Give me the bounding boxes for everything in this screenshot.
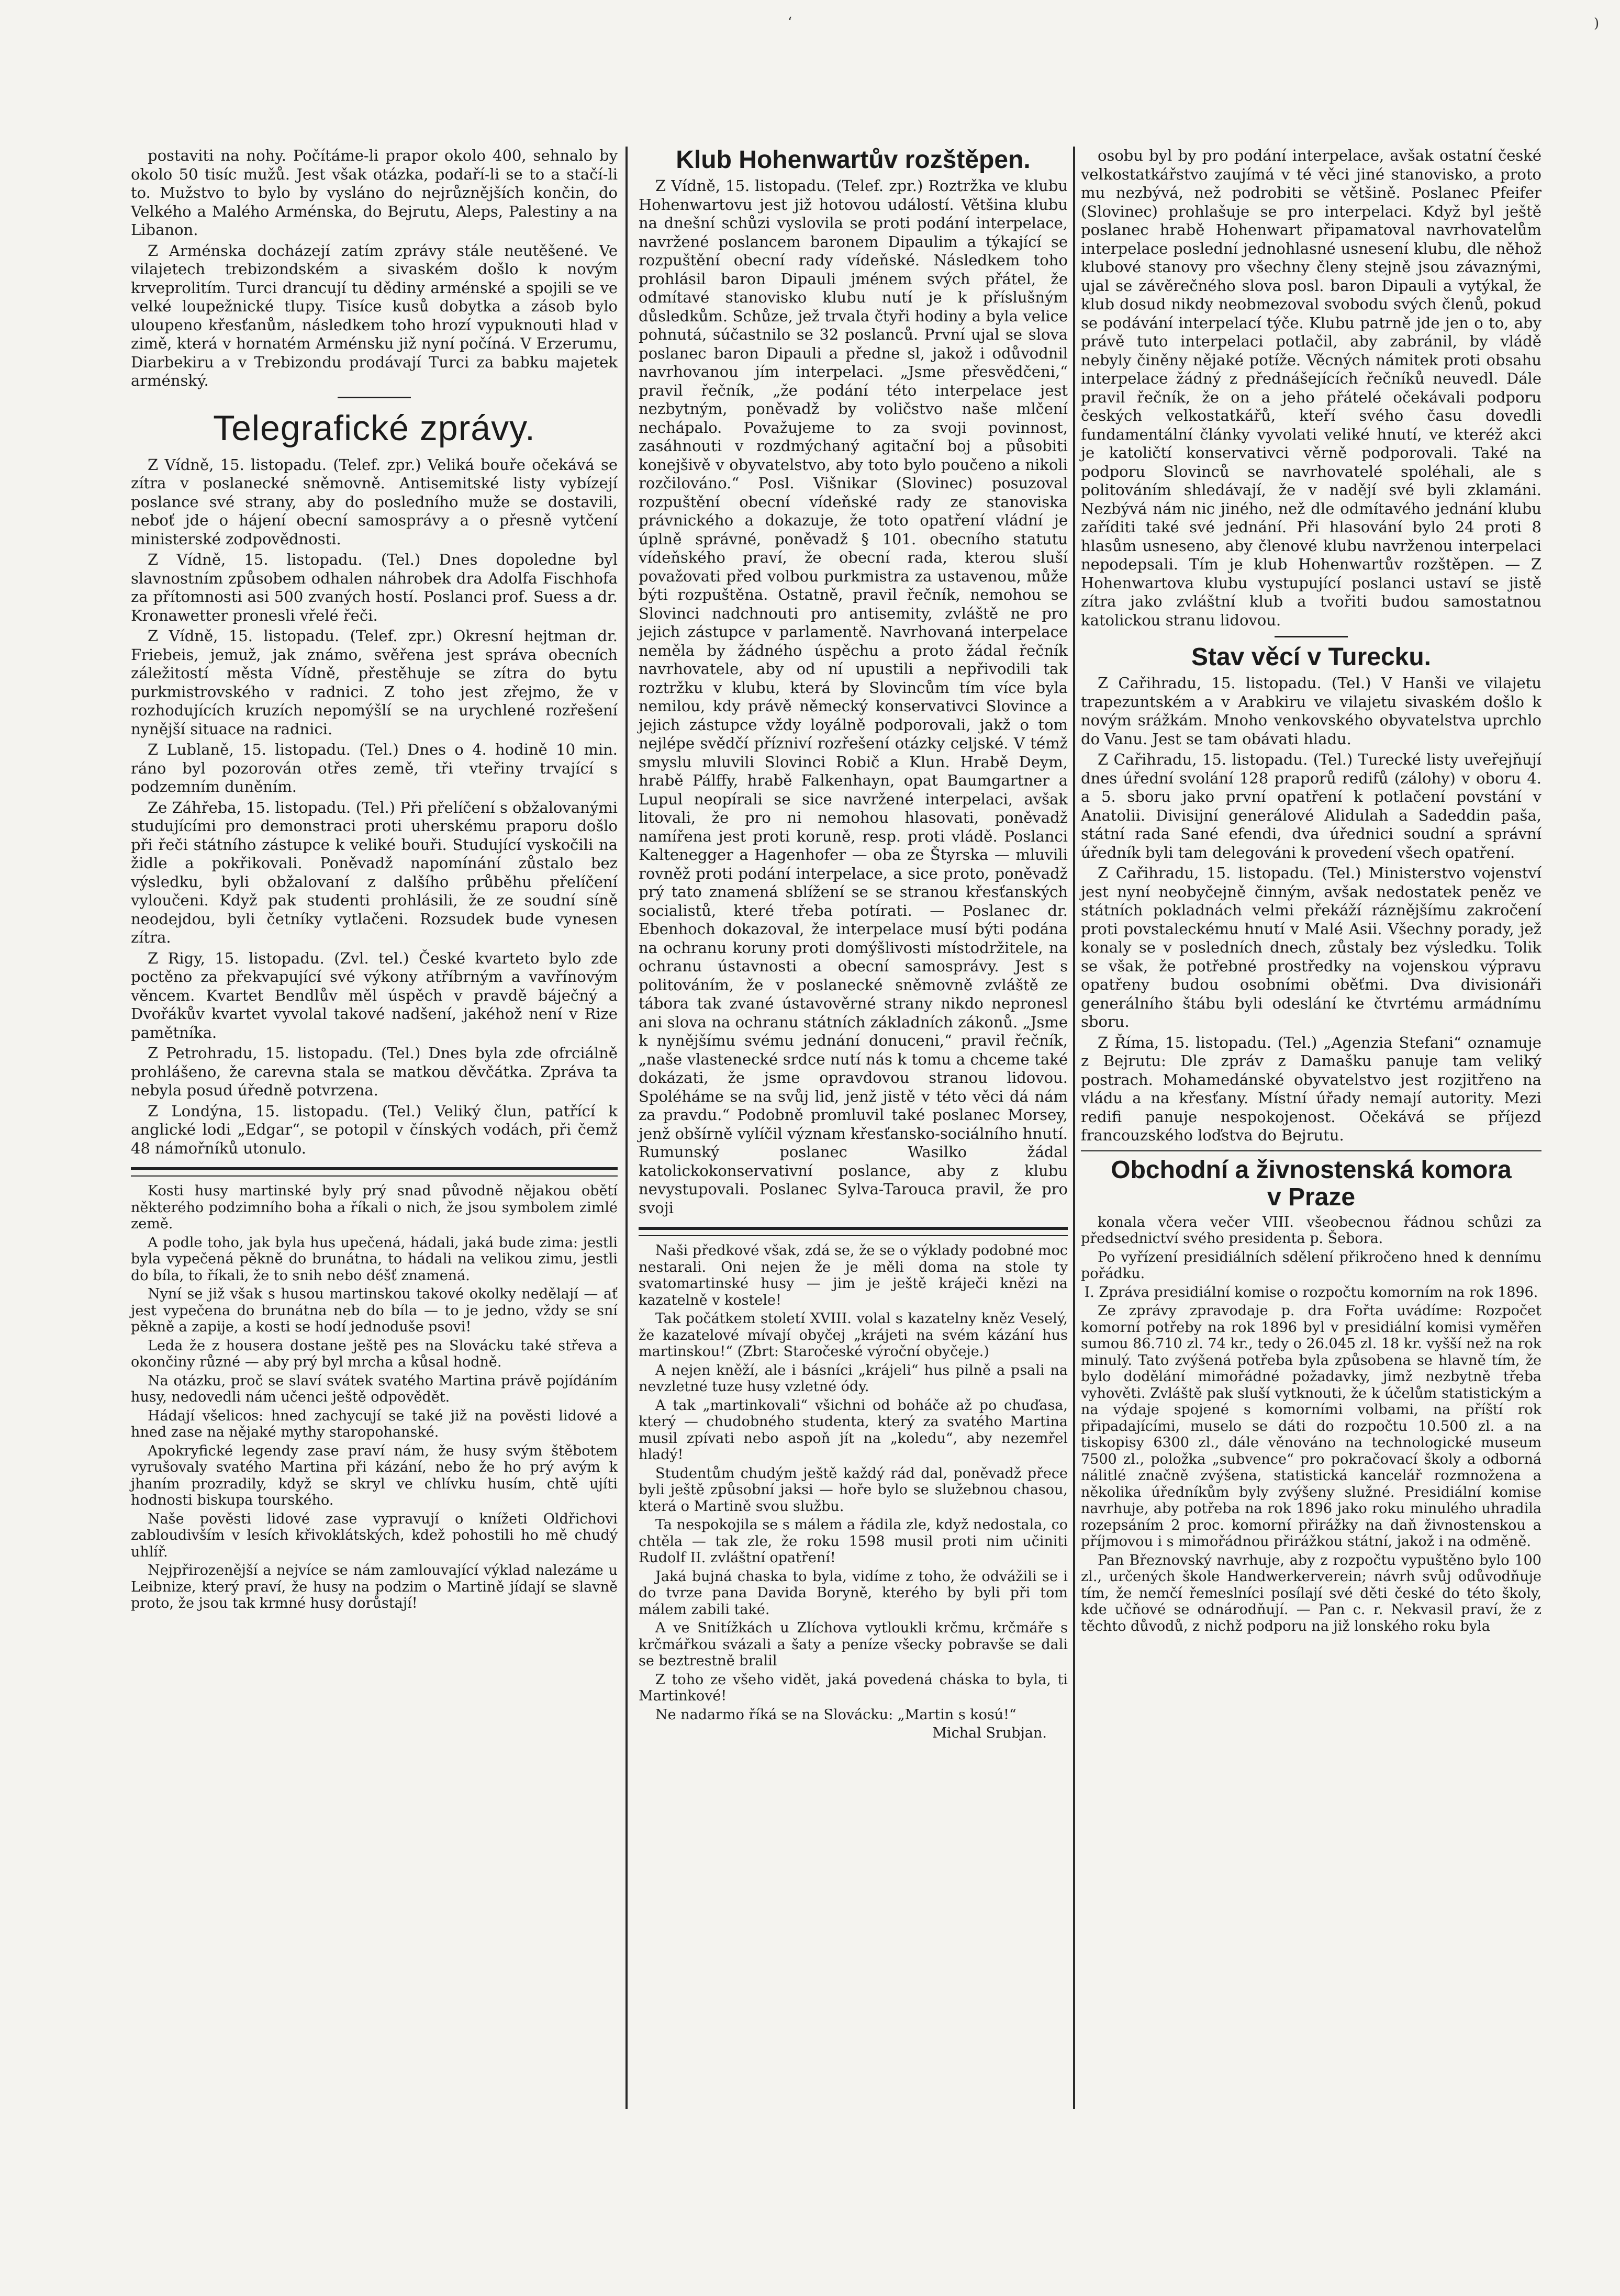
column-2 <box>639 147 1068 1744</box>
paragraph: postaviti na nohy. Počítáme-li prapor okolo 400, sehnalo by okolo 50 tisíc mužů. Jest však otázka, podaří-li se to a stačí-li to. Mužstvo to bylo by vysláno do nejrůznějších končin, do Velkého a Malého Arménska, do Bejrutu, Aleps, Palestiny a na Libanon. <box>131 147 618 239</box>
news-item: Z Rigy, 15. listopadu. (Zvl. tel.) České kvarteto bylo zde poctěno za překvapující své výkony atříbrným a vavřínovým věncem. Kvartet Bendlův měl úspěch v pravdě báječný a Dvořákův kvartet vyvolal takové nadšení, jakéhož není v Rize pamětníka. <box>131 949 618 1041</box>
paragraph: Z Arménska docházejí zatím zprávy stále neutěšené. Ve vilajetech trebizondském a sivaském došlo k novým krveprolitím. Turci drancují tu dědiny arménské a spojili se ve velké loupežnické tlupy. Tisíce kusů dobytka a zásob bylo uloupeno křesťanům, následkem toho hrozí vypuknouti hlad v zimě, která v hornatém Arménsku již nyní počíná. V Erzerumu, Diarbekiru a v Trebizondu prodávají Turci za babku majetek arménský. <box>131 241 618 389</box>
feuilleton-paragraph: Na otázku, proč se slaví svátek svatého Martina právě pojídáním husy, nedovedli nám učenci ještě odpovědět. <box>131 1372 618 1405</box>
chamber-heading-line2: v Praze <box>1267 1183 1356 1211</box>
feuilleton-paragraph: Ne nadarmo říká se na Slovácku: „Martin s kosú!“ <box>655 1706 1016 1723</box>
chamber-section <box>1081 1214 1541 1635</box>
author-signature: Michal Srubjan. <box>932 1725 1047 1741</box>
feuilleton-paragraph: A nejen kněží, ale i básníci „krájeli“ hus pilně a psali na nevzletné tuze husy vzletné ódy. <box>639 1362 1068 1395</box>
feuilleton-paragraph: Ta nespokojila se s málem a řádila zle, když nedostala, co chtěla — tak zle, že roku 1598 musil proti nim učiniti Rudolf II. zvláštní opatření! <box>639 1517 1068 1566</box>
feuilleton-paragraph: Z toho ze všeho vidět, jaká povedená cháska to byla, ti Martinkové! <box>639 1671 1068 1704</box>
paragraph: osobu byl by pro podání interpelace, avšak ostatní české velkostatkářstvo zaujímá v té věci jiné stanovisko, a proto mu nezbývá, než podrobiti se většině. Poslanec Pfeifer (Slovinec) prohlašuje se pro interpelaci. Když byl ještě poslanec hrabě Hohenwart připamatoval navrhovatelům interpelace poslední jednohlasné usnesení klubu, dle něhož klubové stanovy pro všechny členy stejně jsou závaznými, ujal se závěrečného slova posl. baron Dipauli a vytýkal, že klub dosud nikdy neobmezoval svobodu svých členů, pokud se podávání interpelací týče. Klubu patrně jde jen o to, aby právě tuto interpelaci potlačil, aby zabránil, by vládě nebyly činěny nějaké potíže. Věcných námitek proti obsahu interpelace žádný z přednášejících řečníků neuvedl. Dále pravil řečník, že on a jeho přátelé očekávali podporu českých velkostatkářů, kteří svého času dovedli fundamentální články vyvolati veliké hnutí, ve kteréž akci je katoličtí konservativci věrně podporovali. Také na podporu Slovinců se navrhovatelé spoléhali, ale s politováním shledávají, že v nadějí své byli zklamáni. Nezbývá nám nic jiného, než dle odmítavého jednání klubu zaříditi také své jednání. Při hlasování bylo 24 proti 8 hlasům usneseno, aby členové klubu navrženou interpelaci nepodepsali. Tím je klub Hohenwartův rozštěpen. — Z Hohenwartova klubu vystupující poslanci ustaví se jistě zítra jako zvláštní klub a tvořiti budou samostatnou katolickou stranu lidovou. <box>1081 147 1541 629</box>
club-section <box>639 177 1068 1217</box>
feuilleton-continued <box>639 1242 1068 1742</box>
feuilleton-paragraph: A tak „martinkovali“ všichni od boháče až po chuďasa, který — chudobného studenta, který za svatého Martina musil zpívati nebo aspoň jít na „koledu“, aby nezemřel hladý! <box>639 1397 1068 1463</box>
divider <box>338 397 411 398</box>
paragraph: I. Zpráva presidiální komise o rozpočtu komorním na rok 1896. <box>1084 1284 1538 1301</box>
feuilleton-paragraph: Naši předkové však, zdá se, že se o výklady podobné moc nestarali. Oni nejen že je měli doma na stole ty svatomartinské husy — jim je ještě kráječi knězi na kazatelně v kostele! <box>639 1242 1068 1308</box>
news-item: Z Říma, 15. listopadu. (Tel.) „Agenzia Stefani“ oznamuje z Bejrutu: Dle zpráv z Damašku panuje tam veliký postrach. Mohamedánské obyvatelstvo jest rozjitřeno na vládu a na křesťany. Místní úřady nemají autority. Mezi redifi panuje nespokojenost. Očekává se příjezd francouzského loďstva do Bejrutu. <box>1081 1033 1541 1144</box>
telegraph-section <box>131 456 618 1158</box>
paragraph: Po vyřízení presidiálních sdělení přikročeno hned k dennímu pořádku. <box>1081 1249 1541 1282</box>
feuilleton-paragraph: Apokryfické legendy zase praví nám, že husy svým štěbotem vyrušovaly svatého Martina při kázání, nebo že ho prý avým k jhaním prozradily, když se skryl ve chlívku husím, chtě ujíti hodnosti biskupa tourského. <box>131 1442 618 1508</box>
news-item: Z Vídně, 15. listopadu. (Telef. zpr.) Veliká bouře očekává se zítra v poslanecké sněmovně. Antisemitské listy vybízejí poslance své strany, aby do posledního muže se dostavili, neboť jde o hájení obecní samosprávy a o přesně vytčení ministerské zodpovědnosti. <box>131 455 618 548</box>
column-rule-right <box>1073 147 1075 2109</box>
feuilleton-paragraph: A podle toho, jak byla hus upečená, hádali, jaká bude zima: jestli byla vypečená pěkně do brunátna, to hádali na velikou zimu, jestli do bíla, to říkali, že to snih nebo déšť znamená. <box>131 1234 618 1284</box>
page-mark-top: ‘ <box>788 15 792 30</box>
armenia-section <box>131 147 618 390</box>
news-item: Z Petrohradu, 15. listopadu. (Tel.) Dnes byla zde ofrciálně prohlášeno, že carevna stala se matkou děvčátka. Zpráva ta nebyla posud úředně potvrzena. <box>131 1044 618 1099</box>
club-continued <box>1081 147 1541 630</box>
news-item: Z Cařihradu, 15. listopadu. (Tel.) Ministerstvo vojenství jest nyní neobyčejně činným, avšak nedostatek peněz ve státních pokladnách velmi překáží ráznějšímu zakročení proti povstaleckému hnutí v Malé Asii. Všechny porady, jež konaly se v posledních dnech, zůstaly bez výsledku. Tolik se však, že potřebné prostředky na vojenskou výpravu opatřeny budou osobními oběťmi. Dva divisionáři generálního štábu byli odeslání ke čtvrtému armádnímu sboru. <box>1081 864 1541 1031</box>
news-item: Z Londýna, 15. listopadu. (Tel.) Veliký člun, patřící k anglické lodi „Edgar“, se potopil v čínských vodách, při čemž 48 námořníků utonulo. <box>131 1102 618 1157</box>
column-1 <box>131 147 618 1614</box>
feuilleton-paragraph: Nyní se již však s husou martinskou takové okolky nedělají — ať jest vypečena do brunátna neb do bíla — to je jedno, vždy se sní pěkně a zapije, a kosti se hodí jednoduše psovi! <box>131 1286 618 1335</box>
feuilleton-paragraph: Naše pověsti lidové zase vypravují o knížeti Oldřichovi zabloudivším v lesích křivoklátských, kdež pohostili ho mě chudý uhlíř. <box>131 1510 618 1560</box>
column-3 <box>1081 147 1541 1637</box>
paragraph: Pan Březnovský navrhuje, aby z rozpočtu vypuštěno bylo 100 zl., určených škole Handwerkerverein; návrh svůj odůvodňuje tím, že nemčí řemeslníci posílají své děti české do této školy, kde učňové se odnárodňují. — Pan c. r. Nekvasil praví, že z těchto důvodů, z nichž podporu na již lonského roku byla <box>1081 1552 1541 1634</box>
news-item: Z Cařihradu, 15. listopadu. (Tel.) Turecké listy uveřejňují dnes úřední svolání 128 praporů redifů (zálohy) v oboru 4. a 5. sboru jako první opatření k potlačení povstání v Anatolii. Divisijní generálové Alidulah a Sadeddin paša, státní rada Sané efendi, dva úřednici soudní a správní úředník byli tam delegováni k provedení všech opatření. <box>1081 751 1541 861</box>
paragraph: Ze zprávy zpravodaje p. dra Fořta uvádíme: Rozpočet komorní potřeby na rok 1896 byl v presidiální komisi vyměřen sumou 86.710 zl. 74 kr., tedy o 26.045 zl. 18 kr. vyšší než na rok minulý. Tato zvýšená potřeba byla způsobena se hlavně tím, že bylo dodělání mimořádné požadavky, jimž nezbytně třeba vyhověti. Zvláště pak sluší vytknouti, že k účelům statistickým a na výdaje spojené s komorními volbami, na příští rok připadajícími, muselo se dáti do rozpočtu 10.500 zl. a na tiskopisy 6300 zl., dále věnováno na technologické museum 7500 zl., položka „subvence“ pro pokračovací školy a odborná nálitlé značně zvýšena, statistická kancelář rozmnožena a několika úředníkům byly zvýšeny služné. Presidiální komise navrhuje, aby potřeba na rok 1896 jako roku minulého uhradila rozepsáním 2 proc. komorní přirážky na daň živnostenskou a příjmovou i s mimořádnou přirážkou státní, jakož i na odměně. <box>1081 1303 1541 1550</box>
divider <box>1275 636 1348 637</box>
feuilleton-rule <box>131 1167 618 1177</box>
feuilleton-paragraph: Jaká bujná chaska to byla, vidíme z toho, že odvážili se i do tvrze pana Davida Boryně, kterého by byli při tom málem zabili také. <box>639 1568 1068 1618</box>
chamber-heading <box>1081 1157 1541 1211</box>
turkey-section <box>1081 674 1541 1145</box>
feuilleton-rule <box>639 1227 1068 1236</box>
chamber-heading-line1: Obchodní a živnostenská komora <box>1111 1156 1512 1184</box>
news-item: Z Vídně, 15. listopadu. (Telef. zpr.) Okresní hejtman dr. Friebeis, jemuž, jak známo, svěřena jest správa obecních záležitostí města Vídně, přestěhuje se zítra do bytu purkmistrovského v radnici. Z toho jest zřejmo, že v rozhodujících kruzích nepomýšlí se na urychlené rozřešení nynější situace na radnici. <box>131 627 618 738</box>
feuilleton-paragraph: Studentům chudým ještě každý rád dal, poněvadž přece byli ještě způsobní jaksi — hoře bylo se služebnou chasou, která o Martině svou službu. <box>639 1465 1068 1515</box>
club-heading: Klub Hohenwartův rozštěpen. <box>676 146 1031 174</box>
news-item: Z Vídně, 15. listopadu. (Tel.) Dnes dopoledne byl slavnostním způsobem odhalen náhrobek dra Adolfa Fischhofa za přítomnosti asi 500 zvaných hostí. Poslanci prof. Suess a dr. Kronawetter pronesli vřelé řeči. <box>131 551 618 624</box>
feuilleton-paragraph: Kosti husy martinské byly prý snad původně nějakou obětí některého podzimního boha a říkali o nich, že jsou symbolem zimlé země. <box>131 1183 618 1232</box>
page-mark-right: ) <box>1594 16 1600 31</box>
feuilleton-paragraph: Hádají všelicos: hned zachycují se také již na pověsti lidové a hned zase na nějaké mythy staropohanské. <box>131 1407 618 1440</box>
turkey-heading: Stav věcí v Turecku. <box>1191 643 1431 671</box>
news-item: Z Lublaně, 15. listopadu. (Tel.) Dnes o 4. hodině 10 min. ráno byl pozorován otřes země, tři vteřiny trvající s podzemním duněním. <box>131 741 618 796</box>
feuilleton-paragraph: Tak počátkem století XVIII. volal s kazatelny kněz Veselý, že kazatelové mívají obyčej „krájeti na svém kázání hus martinskou!“ (Zbrt: Staročeské výroční obyčeje.) <box>639 1311 1068 1360</box>
paragraph: konala včera večer VIII. všeobecnou řádnou schůzi za předsednictví svého presidenta p. Šebora. <box>1081 1214 1541 1247</box>
feuilleton-section <box>131 1183 618 1612</box>
news-item: Z Cařihradu, 15. listopadu. (Tel.) V Hanši ve vilajetu trapezuntském a v Arabkiru ve vilajetu sivaském došlo k novým srážkám. Mnoho venkovského obyvatelstva uprchlo do Vanu. Jest se tam obávati hladu. <box>1081 674 1541 748</box>
column-rule-left <box>625 147 628 2109</box>
telegraph-heading: Telegrafické zprávy. <box>213 408 535 448</box>
news-item: Ze Záhřeba, 15. listopadu. (Tel.) Při přelíčení s obžalovanými studujícími pro demonstraci proti uherskému praporu došlo při řeči státního zástupce k veliké bouři. Studující vyskočili na židle a pokřikovali. Poněvadž napomínání zůstalo bez výsledku, byli obžalovaní z dalšího průběhu přelíčení vyloučeni. Když pak studenti prohlásili, že ze soudní síně neodejdou, byli četníky vytlačeni. Rozsudek bude vynesen zítra. <box>131 798 618 946</box>
feuilleton-paragraph: A ve Snitížkách u Zlíchova vytloukli krčmu, krčmáře s krčmářkou svázali a šaty a peníze všecky pobravše se dali se beztrestně bralil <box>639 1620 1068 1669</box>
feuilleton-paragraph: Leda že z housera dostane ještě pes na Slovácku také střeva a okončiny různé — aby prý byl mrcha a kůsal hodně. <box>131 1337 618 1370</box>
feuilleton-paragraph: Nejpřirozenější a nejvíce se nám zamlouvající výklad nalezáme u Leibnize, který praví, že husy na podzim o Martině jídají se slavně proto, že jsou tak krmné husy dorůstají! <box>131 1562 618 1611</box>
paragraph: Z Vídně, 15. listopadu. (Telef. zpr.) Roztržka ve klubu Hohenwartovu jest již hotovou událostí. Většina klubu na dnešní schůzi vyslovila se proti podání interpelace, navržené poslancem baronem Dipaulim a týkající se rozpuštění obecní rady vídeňské. Následkem toho prohlásil baron Dipauli jménem svých přátel, že odmítavé stanovisko klubu nutí je k příslušným důsledkům. Schůze, jež trvala čtyři hodiny a byla velice pohnutá, súčastnilo se 32 poslanců. První ujal se slova poslanec baron Dipauli a předne sl, jakož i odůvodnil navrhovanou jím interpelaci. „Jsme přesvědčeni,“ pravil řečník, „že podání této interpelace jest nezbytným, poněvadž by voličstvo naše mlčení nechápalo. Považujeme to za svoji povinnost, zasáhnouti v rozdmýchaný agitační boj a působiti konejšivě v obyvatelstvo, aby toto bylo poučeno a nikoli rozčilováno.“ Posl. Višnikar (Slovinec) posuzoval rozpuštění obecní vídeňské rady ze stanoviska právnického a dokazuje, že toto opatření vládní je úplně správné, poněvadž § 101. obecního statutu vídeňského praví, že obecní rada, kterou sluší považovati před volbou purkmistra za ustavenou, může býti rozpuštěna. Ostatně, pravil řečník, nemohou se Slovinci nadchnouti pro antisemity, zvláště ne pro jejich zástupce v parlamentě. Navrhovaná interpelace neměla by žádného úspěchu a proto žádal řečník navrhovatele, aby od ní upustili a nepřivodili tak roztržku v klubu, která by Slovincům tím více byla nemilou, kdy právě německý konservativci Slovince a jejich zástupce vždy loyálně podporovali, jakž o tom nejlépe svědčí přízniví rozřešení otázky celjské. V témž smyslu mluvili Slovinci Robič a Klun. Hrabě Deym, hrabě Pálffy, hrabě Falkenhayn, opat Baumgartner a Lupul neopírali se sice navržené interpelaci, avšak litovali, že pro ni nemohou hlasovati, poněvadž namířena jest proti koruně, resp. proti vládě. Poslanci Kaltenegger a Hagenhofer — oba ze Štyrska — mluvili rovněž proti podání interpelace, a sice proto, poněvadž prý tato znamená sblížení se se stranou křesťanských socialistů, které třeba potírati. — Poslanec dr. Ebenhoch dokazoval, že interpelace musí býti podána na ochranu koruny proti domýšlivosti místodržitele, na ochranu ústavnosti a obecní samosprávy. Jest s politováním, že v poslanecké sněmovně zvláště ze tábora tak zvané ústavověrné strany nikdo nepronesl ani slova na ochranu státních základních zákonů. „Jsme k nynějšímu svému jednání donuceni,“ pravil řečník, „naše vlastenecké srdce nutí nás k tomu a chceme také dokázati, že jsme opravdovou stranou lidovou. Spoléháme se na svůj lid, jenž jistě v této věci dá nám za pravdu.“ Podobně promluvil také poslanec Morsey, jenž obšírně vylíčil význam křesťansko-sociálního hnutí. Rumunský poslanec Wasilko žádal katolickokonservativní poslance, aby z klubu nevystupovali. Poslanec Sylva-Tarouca pravil, že pro svoji <box>639 177 1068 1217</box>
divider <box>1081 1150 1541 1151</box>
